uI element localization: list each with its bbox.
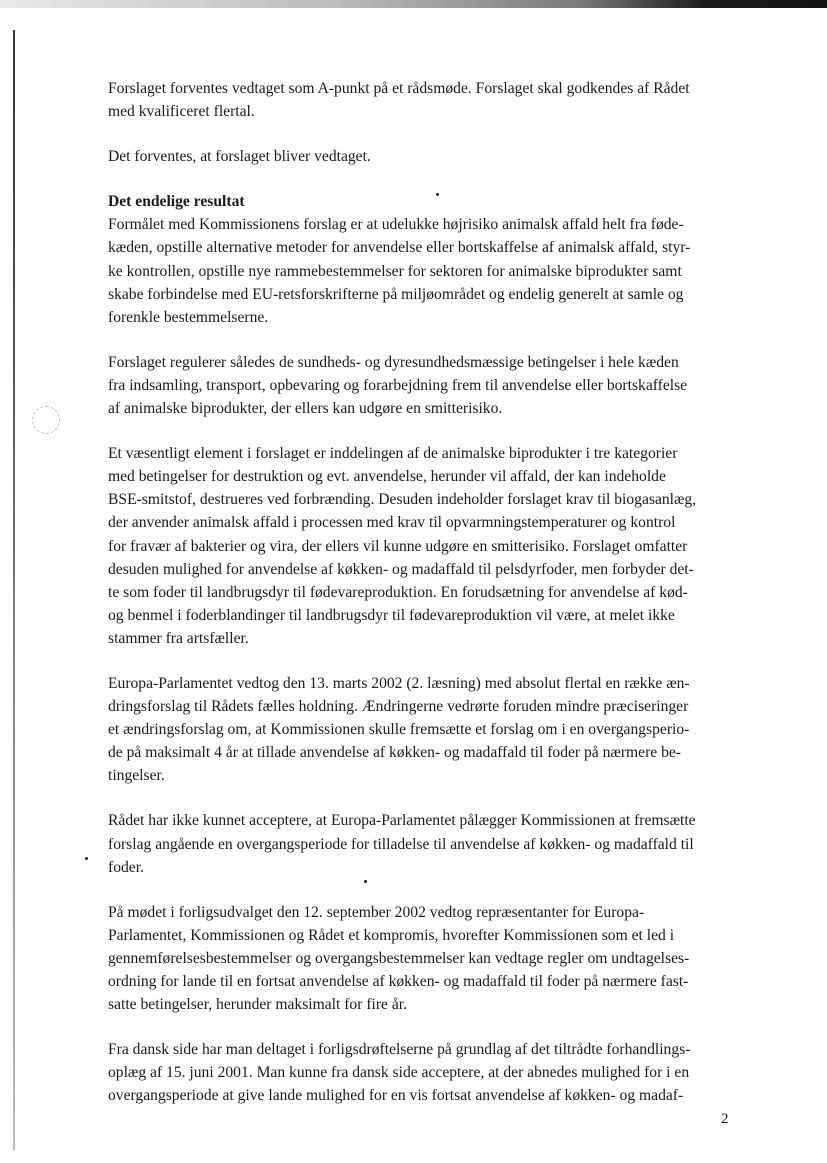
text-line: BSE-smitstof, destrueres ved forbrænding. Desuden indeholder forslaget krav til biogasanlæg, xyxy=(108,491,697,509)
text-line: Forslaget regulerer således de sundheds- og dyresundhedsmæssige betingelser i hele kæden xyxy=(108,353,679,371)
page-number: 2 xyxy=(721,1111,729,1127)
text-line: forenkle bestemmelserne. xyxy=(108,308,269,326)
section-heading: Det endelige resultat xyxy=(108,193,245,211)
text-line: På mødet i forligsudvalget den 12. september 2002 vedtog repræsentanter for Europa- xyxy=(108,903,645,921)
text-line: ke kontrollen, opstille nye rammebestemmelser for sektoren for animalske biprodukter samt xyxy=(108,262,682,280)
paragraph xyxy=(108,190,733,329)
text-line: overgangsperiode at give lande mulighed for en vis fortsat anvendelse af køkken- og madaf- xyxy=(108,1087,684,1105)
scan-left-edge xyxy=(13,30,15,1150)
text-line: Formålet med Kommissionens forslag er at udelukke højrisiko animalsk affald helt fra føde- xyxy=(108,216,684,234)
paragraph xyxy=(108,1038,733,1107)
text-line: Parlamentet, Kommissionen og Rådet et kompromis, hvorefter Kommissionen som et led i xyxy=(108,926,675,944)
paragraph xyxy=(108,351,733,420)
speck-mark xyxy=(85,857,88,860)
text-line: Forslaget forventes vedtaget som A-punkt på et rådsmøde. Forslaget skal godkendes af Rådet xyxy=(108,80,690,97)
paragraph xyxy=(108,77,733,123)
paragraph xyxy=(108,442,733,650)
text-line: og benmel i foderblandinger til landbrugsdyr til fødevareproduktion vil være, at melet ikke xyxy=(108,606,675,624)
text-line: fra indsamling, transport, opbevaring og forarbejdning frem til anvendelse eller bortskaffelse xyxy=(108,376,688,394)
paragraph xyxy=(108,809,733,878)
text-line: Et væsentligt element i forslaget er inddelingen af de animalske biprodukter i tre kategorier xyxy=(108,445,678,463)
text-line: oplæg af 15. juni 2001. Man kunne fra dansk side acceptere, at der abnedes mulighed for i en xyxy=(108,1064,690,1082)
text-line: Europa-Parlamentet vedtog den 13. marts 2002 (2. læsning) med absolut flertal en række æn- xyxy=(108,674,690,692)
text-line: med betingelser for destruktion og evt. anvendelse, herunder vil affald, der kan indeholde xyxy=(108,468,666,486)
text-line: gennemførelsesbestemmelser og overgangsbestemmelser kan vedtage regler om undtagelses- xyxy=(108,949,690,967)
text-line: for fravær af bakterier og vira, der ellers vil kunne udgøre en smitterisiko. Forslaget omfatter xyxy=(108,537,688,555)
paragraph xyxy=(108,145,733,168)
text-line: skabe forbindelse med EU-retsforskrifterne på miljøområdet og endelig generelt at samle og xyxy=(108,285,684,303)
paragraph xyxy=(108,672,733,787)
text-line: Det forventes, at forslaget bliver vedtaget. xyxy=(108,148,371,166)
text-line: dringsforslag til Rådets fælles holdning. Ændringerne vedrørte foruden mindre præciseringer xyxy=(108,698,689,716)
text-line: forslag angående en overgangsperiode for tilladelse til anvendelse af køkken- og madaffald til xyxy=(108,835,694,853)
text-line: af animalske biprodukter, der ellers kan udgøre en smitterisiko. xyxy=(108,400,503,418)
text-line: Fra dansk side har man deltaget i forligsdrøftelserne på grundlag af det tiltrådte forhandlings- xyxy=(108,1041,691,1059)
text-line: Rådet har ikke kunnet acceptere, at Europa-Parlamentet pålægger Kommissionen at fremsætte xyxy=(108,812,696,830)
paragraph xyxy=(108,901,733,1016)
text-line: tingelser. xyxy=(108,767,165,785)
document-body xyxy=(108,77,733,1129)
scan-top-edge xyxy=(0,0,827,8)
text-line: satte betingelser, herunder maksimalt for fire år. xyxy=(108,996,408,1014)
text-line: ordning for lande til en fortsat anvendelse af køkken- og madaffald til foder på nærmere fast- xyxy=(108,973,689,990)
text-line: der anvender animalsk affald i processen med krav til opvarmningstemperaturer og kontrol xyxy=(108,514,676,532)
text-line: et ændringsforslag om, at Kommissionen skulle fremsætte et forslag om i en overgangsperio- xyxy=(108,721,690,739)
text-line: foder. xyxy=(108,858,144,876)
text-line: kæden, opstille alternative metoder for anvendelse eller bortskaffelse af animalsk affald, styr- xyxy=(108,239,691,257)
text-line: desuden mulighed for anvendelse af køkken- og madaffald til pelsdyrfoder, men forbyder det- xyxy=(108,560,694,578)
text-line: te som foder til landbrugsdyr til fødevareproduktion. En forudsætning for anvendelse af kød- xyxy=(108,583,688,601)
text-line: de på maksimalt 4 år at tillade anvendelse af køkken- og madaffald til foder på nærmere be- xyxy=(108,744,681,762)
text-line: med kvalificeret flertal. xyxy=(108,103,255,121)
punch-hole-mark xyxy=(32,406,60,434)
text-line: stammer fra artsfæller. xyxy=(108,629,249,647)
